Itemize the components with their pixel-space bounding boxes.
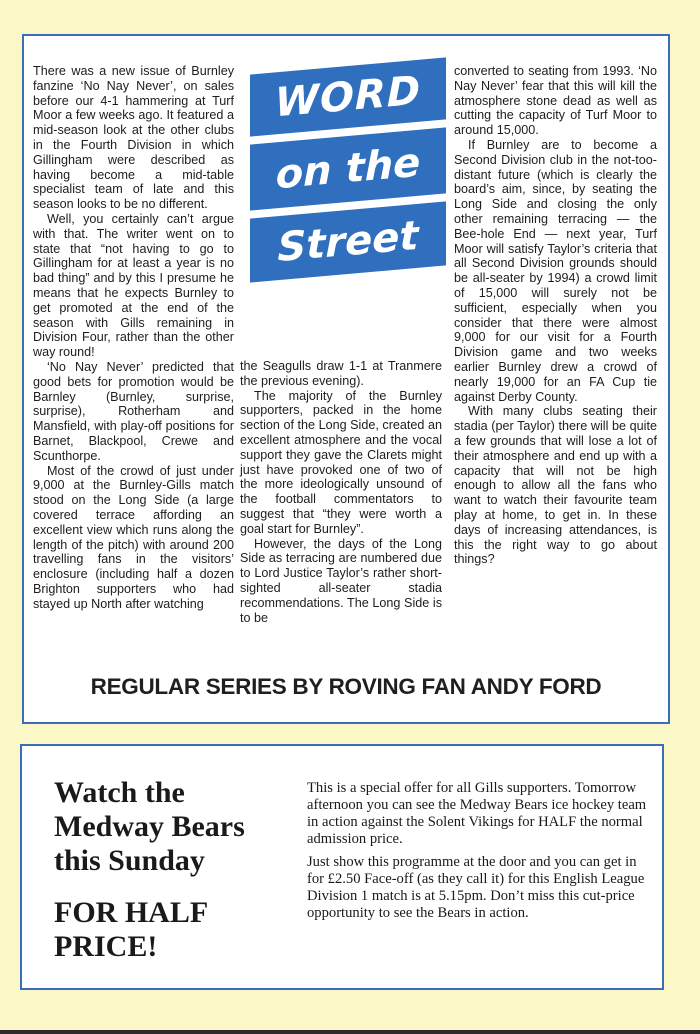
article-paragraph: However, the days of the Long Side as terracing are numbered due to Lord Justice Taylor’s rather short-sighted all-seater stadia recommendations. The Long Side is to be (240, 536, 442, 625)
advert-paragraph: This is a special offer for all Gills supporters. Tomorrow afternoon you can see the Medway Bears ice hockey team in action against the Solent Vikings for HALF the normal admission price. (307, 780, 647, 847)
title-banner-on-the: on the (250, 127, 446, 210)
article-box (22, 34, 670, 724)
article-paragraph: the Seagulls draw 1-1 at Tranmere the previous evening). (240, 359, 442, 388)
series-byline: REGULAR SERIES BY ROVING FAN ANDY FORD (90, 674, 602, 699)
article-paragraph: There was a new issue of Burnley fanzine ‘No Nay Never’, on sales before our 4-1 hammering at Turf Moor a few weeks ago. It featured a mid-season look at the other clubs in the Fourth Division in which Gillingham were described as having become a mid-table specialist team of late and this season looks to be no different. (33, 64, 234, 212)
article-column-3 (454, 64, 657, 567)
article-paragraph: Well, you certainly can’t argue with that. The writer went on to state that “not having to go to Gillingham for at least a year is no bad thing” and by this I presume he means that he expects Burnley to get promoted at the end of the season with Gills remaining in Division Four, rather than the other way round! (33, 211, 234, 360)
title-banner-word: WORD (250, 57, 446, 136)
article-column-2 (240, 359, 442, 625)
advert-paragraph: Just show this programme at the door and you can get in for £2.50 Face-off (as they call it) for this English League Division 1 match is at 5.15pm. Don’t miss this cut-price opportunity to see the Bears in action. (307, 854, 645, 921)
title-banner-street: Street (250, 201, 446, 282)
article-paragraph: If Burnley are to become a Second Division club in the not-too-distant future (which is clearly the board’s aim, since, by seating the Long Side and closing the only other remaining terracing — the Bee-hole End — next year, Turf Moor will satisfy Taylor’s criteria that all Second Division grounds should be all-seater by 1994) a crowd limit of 15,000 will surely not be sufficient, especially when you consider that there were almost 9,000 for our visit for a Fourth Division game and two weeks earlier Burnley drew a crowd of nearly 19,000 for an FA Cup tie against Derby County. (454, 137, 657, 404)
bottom-divider (0, 1030, 700, 1034)
article-paragraph: Most of the crowd of just under 9,000 at the Burnley-Gills match stood on the Long Side (a large covered terrace affording an excellent view which runs along the length of the pitch) with around 200 travelling fans in the visitors’ enclosure (including half a dozen Brighton supporters who had stayed up North after watching (33, 463, 234, 611)
article-column-1 (33, 64, 234, 611)
advert-box (20, 744, 664, 990)
article-paragraph: With many clubs seating their stadia (per Taylor) there will be quite a few grounds that will lose a lot of their atmosphere and end up with a capacity that will not be high enough to allow all the fans who want to watch their favourite team play at home, to get in. In these days of increasing attendances, is this the right way to go about things? (454, 404, 657, 567)
article-paragraph: converted to seating from 1993. ‘No Nay Never’ fear that this will kill the atmosphere stone dead as well as cutting the capacity of Turf Moor to around 15,000. (454, 64, 657, 138)
article-paragraph: The majority of the Burnley supporters, packed in the home section of the Long Side, created an excellent atmosphere and the vocal support they gave the Clarets might just have provoked one of two of the more ideologically unsound of the football commentators to suggest that “they were worth a goal start for Burnley”. (240, 388, 442, 536)
advert-body (307, 780, 647, 928)
article-paragraph: ‘No Nay Never’ predicted that good bets for promotion would be Barnley (Burnley, surprise, surprise), Rotherham and Mansfield, with play-off positions for Barnet, Blackpool, Crewe and Scunthorpe. (33, 359, 234, 463)
advert-headline: Watch the Medway Bears this Sunday (54, 776, 245, 877)
advert-subheadline: FOR HALF PRICE! (54, 896, 208, 963)
